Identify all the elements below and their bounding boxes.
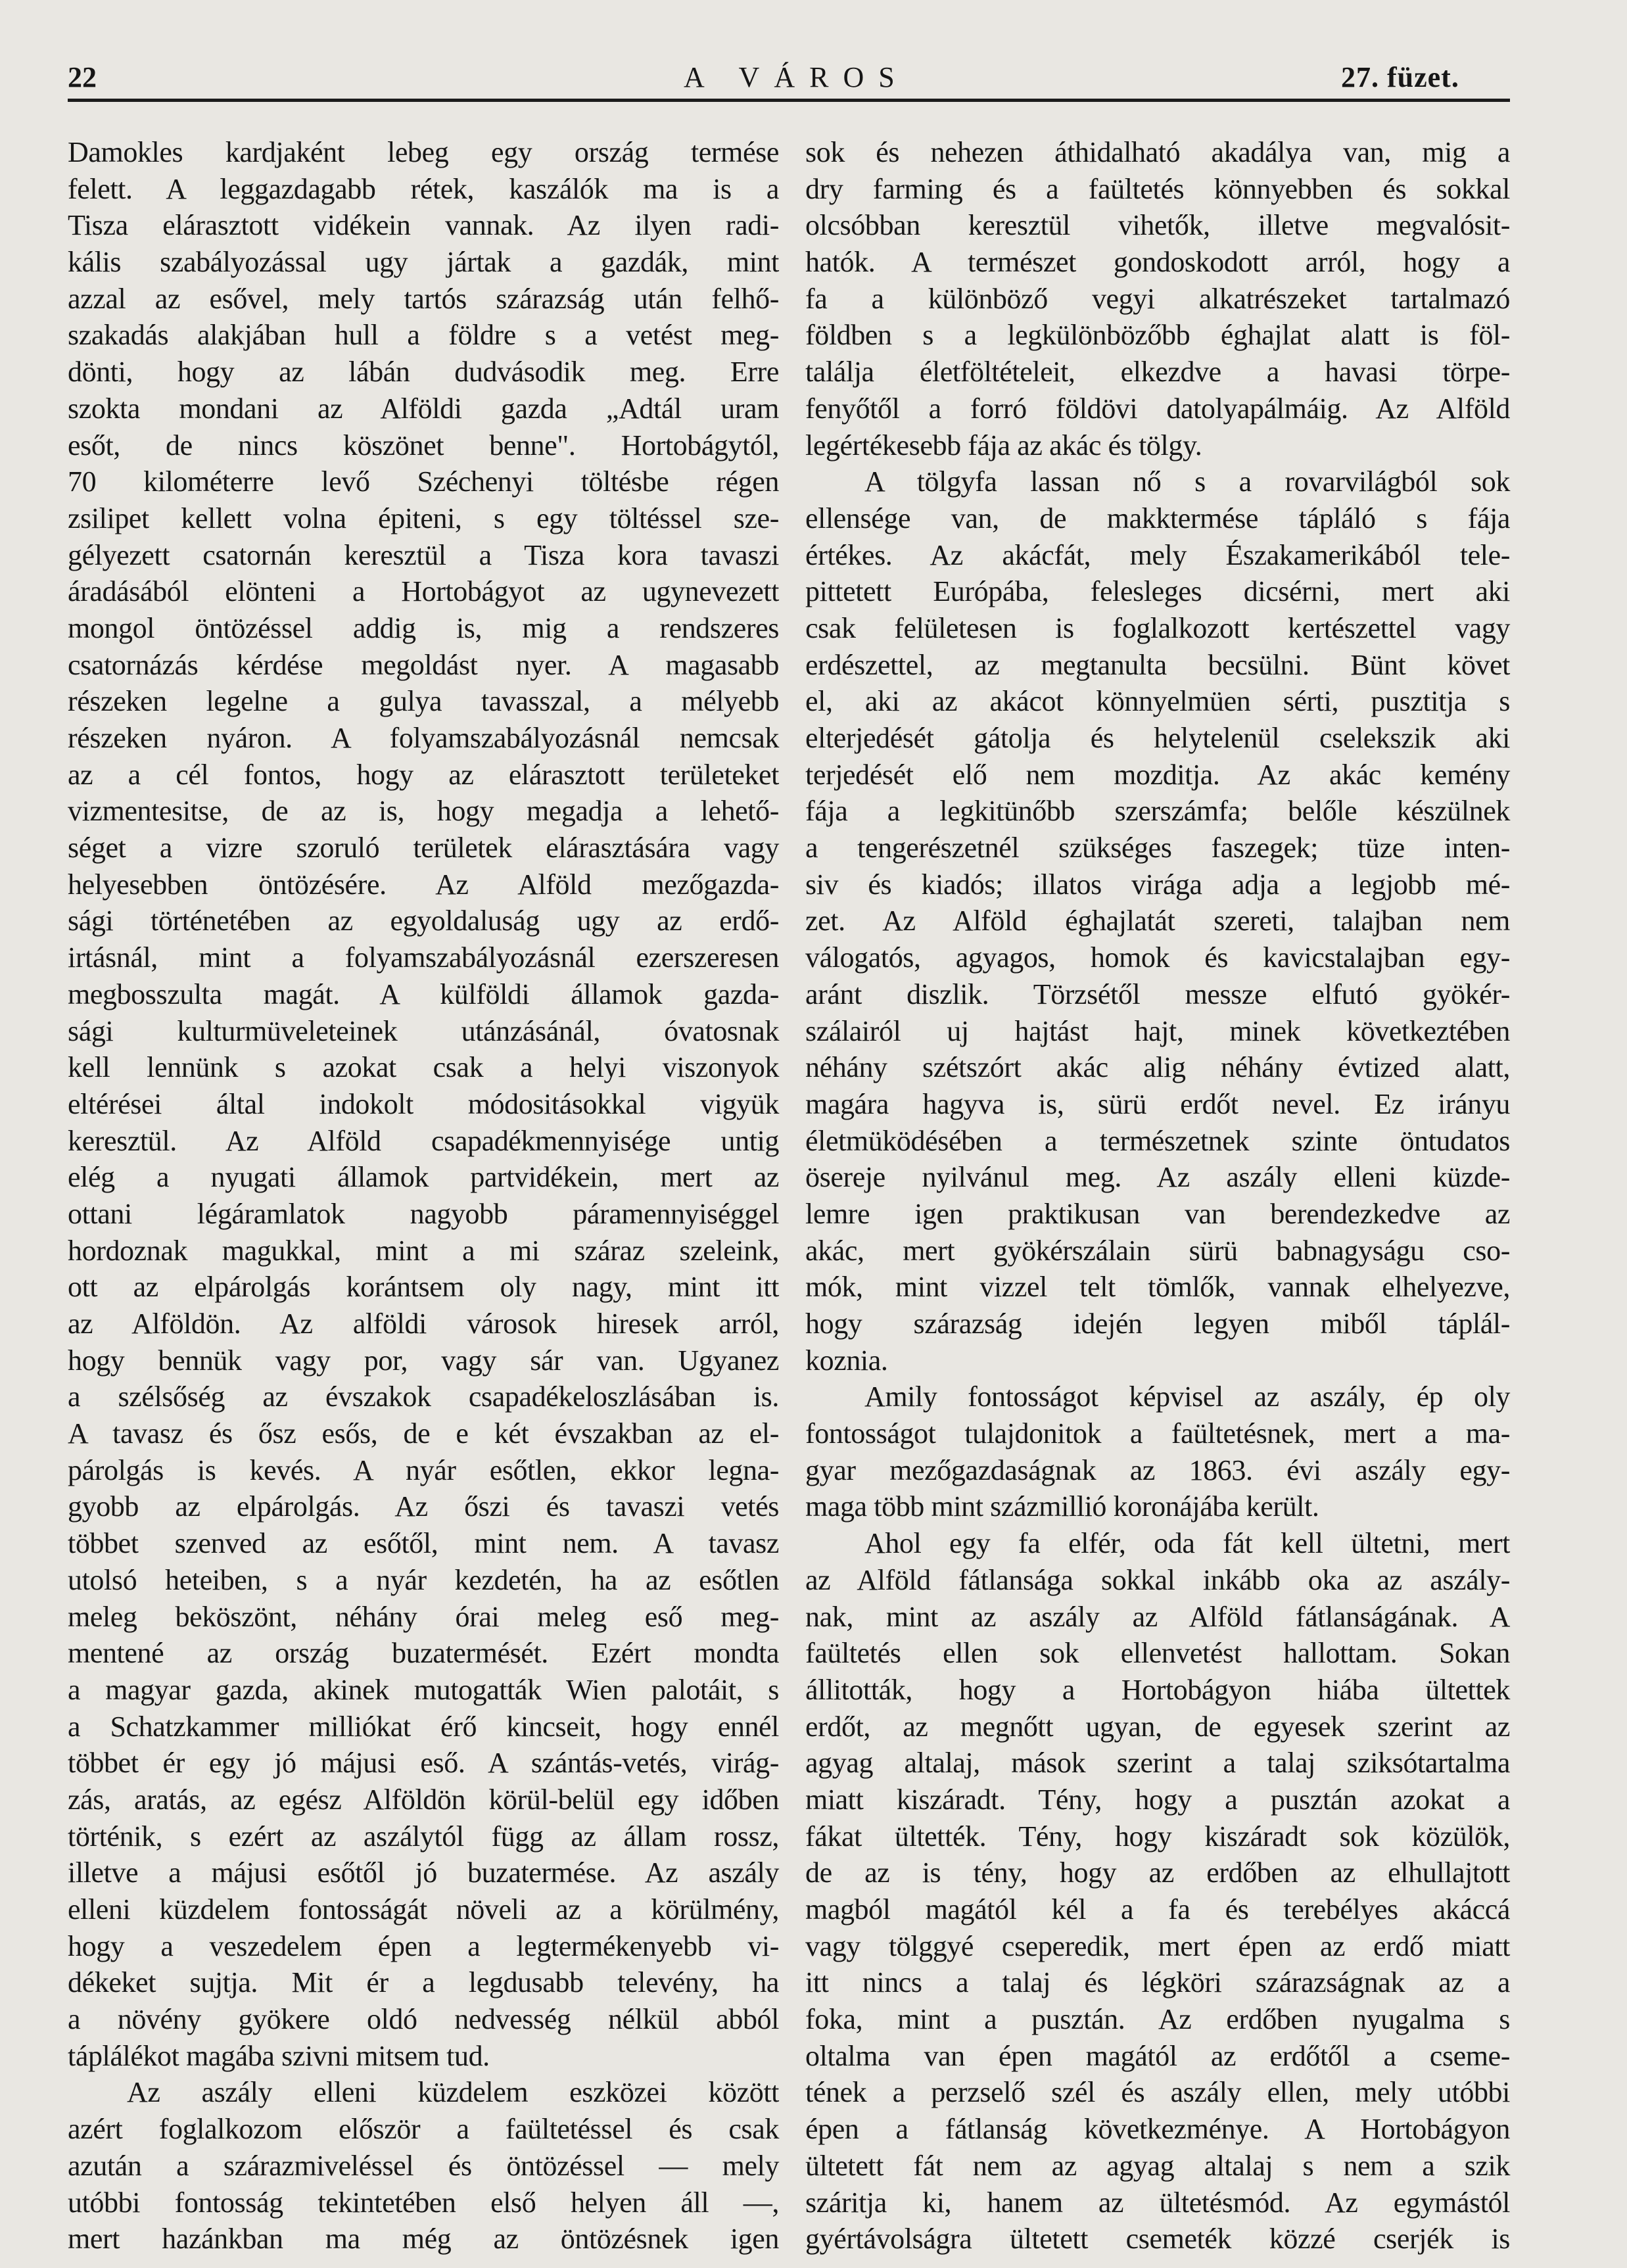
text-line: ott az elpárolgás korántsem oly nagy, mint itt	[68, 1271, 779, 1304]
text-column-right	[805, 134, 1510, 2257]
text-line: foka, mint a pusztán. Az erdőben nyugalma s	[805, 2003, 1510, 2036]
text-line: hatók. A természet gondoskodott arról, hogy a	[805, 246, 1510, 279]
text-line: az Alföld fátlansága sokkal inkább oka az aszály-	[805, 1563, 1510, 1596]
text-line: száritja ki, hanem az ültetésmód. Az egymástól	[805, 2186, 1510, 2219]
text-line: épen a fátlanság következménye. A Hortobágyon	[805, 2113, 1510, 2146]
text-line: néhány szétszórt akác alig néhány évtized alatt,	[805, 1051, 1510, 1084]
text-line: pittetett Európába, felesleges dicsérni, mert aki	[805, 575, 1510, 608]
text-line: elég a nyugati államok partvidékein, mert az	[68, 1161, 779, 1194]
text-line: elterjedését gátolja és helytelenül cselekszik aki	[805, 722, 1510, 754]
text-line: erdészettel, az megtanulta becsülni. Bünt követ	[805, 648, 1510, 681]
text-line: földben s a legkülönbözőbb éghajlat alatt is föl-	[805, 319, 1510, 352]
text-line: azzal az esővel, mely tartós szárazság után felhő-	[68, 282, 779, 315]
text-line: zet. Az Alföld éghajlatát szereti, talajban nem	[805, 905, 1510, 937]
text-line: részeken nyáron. A folyamszabályozásnál nemcsak	[68, 722, 779, 754]
text-line: többet ér egy jó májusi eső. A szántás-vetés, virág-	[68, 1747, 779, 1780]
text-line: A tölgyfa lassan nő s a rovarvilágból sok	[864, 465, 1510, 498]
text-line: hogy szárazság idején legyen miből táplál-	[805, 1308, 1510, 1340]
text-line: aránt diszlik. Törzsétől messze elfutó gyökér-	[805, 978, 1510, 1010]
text-line: többet szenved az esőtől, mint nem. A tavasz	[68, 1527, 779, 1560]
text-column-left	[68, 134, 779, 2257]
text-line: helyesebben öntözésére. Az Alföld mezőgazda-	[68, 868, 779, 901]
text-line: magára hagyva is, sürü erdőt nevel. Ez irányu	[805, 1087, 1510, 1120]
text-line: kális szabályozással ugy jártak a gazdák, mint	[68, 246, 779, 279]
text-line: gyar mezőgazdaságnak az 1863. évi aszály egy-	[805, 1453, 1510, 1486]
text-line: oltalma van épen magától az erdőtől a cseme-	[805, 2039, 1510, 2072]
text-line: ottani légáramlatok nagyobb páramennyiséggel	[68, 1197, 779, 1230]
page-number: 22	[68, 61, 97, 93]
text-line: de az is tény, hogy az erdőben az elhullajtott	[805, 1856, 1510, 1889]
text-line: az Alföldön. Az alföldi városok hiresek arról,	[68, 1308, 779, 1340]
text-line: életmüködésében a természetnek szinte öntudatos	[805, 1124, 1510, 1157]
text-line: illetve a májusi esőtől jó buzatermése. Az aszály	[68, 1856, 779, 1889]
text-line: táplálékot magába szivni mitsem tud.	[68, 2039, 490, 2072]
text-line: séget a vizre szoruló területek elárasztására vagy	[68, 832, 779, 864]
issue-number: 27. füzet.	[1341, 61, 1459, 93]
text-line: dönti, hogy az lábán dudvásodik meg. Erre	[68, 356, 779, 389]
text-line: koznia.	[805, 1344, 888, 1377]
text-line: ösereje nyilvánul meg. Az aszály elleni küzde-	[805, 1161, 1510, 1194]
text-line: Az aszály elleni küzdelem eszközei között	[127, 2076, 779, 2109]
text-line: zás, aratás, az egész Alföldön körül-belül egy időben	[68, 1783, 779, 1816]
text-line: A tavasz és ősz esős, de e két évszakban az el-	[68, 1417, 779, 1450]
text-line: szakadás alakjában hull a földre s a vetést meg-	[68, 319, 779, 352]
text-line: hogy a veszedelem épen a legtermékenyebb vi-	[68, 1929, 779, 1962]
text-line: ellensége van, de makktermése tápláló s fája	[805, 502, 1510, 534]
text-line: dékeket sujtja. Mit ér a legdusabb televény, ha	[68, 1966, 779, 1999]
text-line: történik, s ezért az aszálytól függ az állam rossz,	[68, 1820, 779, 1853]
text-line: esőt, de nincs köszönet benne". Hortobágytól,	[68, 429, 779, 461]
text-line: Tisza elárasztott vidékein vannak. Az ilyen radi-	[68, 209, 779, 242]
text-line: agyag altalaj, mások szerint a talaj sziksótartalma	[805, 1747, 1510, 1780]
text-line: elleni küzdelem fontosságát növeli az a körülmény,	[68, 1893, 779, 1925]
text-line: sági történetében az egyoldaluság ugy az erdő-	[68, 905, 779, 937]
text-line: legértékesebb fája az akác és tölgy.	[805, 429, 1202, 461]
text-line: el, aki az akácot könnyelmüen sérti, pusztitja s	[805, 685, 1510, 718]
text-line: itt nincs a talaj és légköri szárazságnak az a	[805, 1966, 1510, 1999]
text-line: maga több mint százmillió koronájába került.	[805, 1490, 1319, 1523]
text-line: a növény gyökere oldó nedvesség nélkül abból	[68, 2003, 779, 2036]
text-line: a szélsőség az évszakok csapadékeloszlásában is.	[68, 1381, 779, 1413]
text-line: gyértávolságra ültetett csemeték közzé cserjék is	[805, 2223, 1510, 2256]
text-line: hogy bennük vagy por, vagy sár van. Ugyanez	[68, 1344, 779, 1377]
text-line: fenyőtől a forró földövi datolyapálmáig. Az Alföld	[805, 392, 1510, 425]
text-line: részeken legelne a gulya tavasszal, a mélyebb	[68, 685, 779, 718]
text-line: csatornázás kérdése megoldást nyer. A magasabb	[68, 648, 779, 681]
text-line: meleg beköszönt, néhány órai meleg eső meg-	[68, 1600, 779, 1633]
text-line: magból magától kél a fa és terebélyes akáccá	[805, 1893, 1510, 1925]
text-line: utolsó heteiben, s a nyár kezdetén, ha az esőtlen	[68, 1563, 779, 1596]
text-line: állitották, hogy a Hortobágyon hiába ültettek	[805, 1673, 1510, 1706]
text-line: Damokles kardjaként lebeg egy ország termése	[68, 136, 779, 168]
text-line: mongol öntözéssel addig is, mig a rendszeres	[68, 611, 779, 644]
text-line: lemre igen praktikusan van berendezkedve az	[805, 1197, 1510, 1230]
running-title: A VÁROS	[684, 61, 909, 93]
text-line: párolgás is kevés. A nyár esőtlen, ekkor legna-	[68, 1453, 779, 1486]
text-line: gélyezett csatornán keresztül a Tisza kora tavaszi	[68, 538, 779, 571]
text-line: csak felületesen is foglalkozott kertészettel vagy	[805, 611, 1510, 644]
text-line: terjedését elő nem mozditja. Az akác kemény	[805, 758, 1510, 791]
text-line: vagy tölggyé cseperedik, mert épen az erdő miatt	[805, 1929, 1510, 1962]
text-line: miatt kiszáradt. Tény, hogy a pusztán azokat a	[805, 1783, 1510, 1816]
text-line: hordoznak magukkal, mint a mi száraz szeleink,	[68, 1234, 779, 1267]
text-line: kell lennünk s azokat csak a helyi viszonyok	[68, 1051, 779, 1084]
text-line: sági kulturmüveleteinek utánzásánál, óvatosnak	[68, 1014, 779, 1047]
text-line: eltérései által indokolt módositásokkal vigyük	[68, 1087, 779, 1120]
text-line: fa a különböző vegyi alkatrészeket tartalmazó	[805, 282, 1510, 315]
text-line: a Schatzkammer milliókat érő kincseit, hogy ennél	[68, 1710, 779, 1743]
text-line: vizmentesitse, de az is, hogy megadja a lehető-	[68, 795, 779, 828]
text-line: mentené az ország buzatermését. Ezért mondta	[68, 1637, 779, 1670]
text-line: válogatós, agyagos, homok és kavicstalajban egy-	[805, 941, 1510, 974]
text-line: fontosságot tulajdonitok a faültetésnek, mert a ma-	[805, 1417, 1510, 1450]
text-line: ültetett fát nem az agyag altalaj s nem a szik	[805, 2149, 1510, 2182]
text-line: akác, mert gyökérszálain sürü babnagyságu cso-	[805, 1234, 1510, 1267]
text-line: Ahol egy fa elfér, oda fát kell ültetni, mert	[864, 1527, 1510, 1560]
text-line: sok és nehezen áthidalható akadálya van, mig a	[805, 136, 1510, 168]
text-line: mók, mint vizzel telt tömlők, vannak elhelyezve,	[805, 1271, 1510, 1304]
text-line: tének a perzselő szél és aszály ellen, mely utóbbi	[805, 2076, 1510, 2109]
text-line: dry farming és a faültetés könnyebben és sokkal	[805, 172, 1510, 205]
text-line: zsilipet kellett volna épiteni, s egy töltéssel sze-	[68, 502, 779, 534]
text-line: megbosszulta magát. A külföldi államok gazda-	[68, 978, 779, 1010]
text-line: az a cél fontos, hogy az elárasztott területeket	[68, 758, 779, 791]
text-line: irtásnál, mint a folyamszabályozásnál ezerszeresen	[68, 941, 779, 974]
text-line: a tengerészetnél szükséges faszegek; tüze inten-	[805, 832, 1510, 864]
text-line: siv és kiadós; illatos virága adja a legjobb mé-	[805, 868, 1510, 901]
text-line: azután a szárazmiveléssel és öntözéssel — mely	[68, 2149, 779, 2182]
text-line: fája a legkitünőbb szerszámfa; belőle készülnek	[805, 795, 1510, 828]
text-line: azért foglalkozom először a faültetéssel és csak	[68, 2113, 779, 2146]
text-line: utóbbi fontosság tekintetében első helyen áll —,	[68, 2186, 779, 2219]
text-line: nak, mint az aszály az Alföld fátlanságának. A	[805, 1600, 1510, 1633]
text-line: 70 kilométerre levő Széchenyi töltésbe régen	[68, 465, 779, 498]
text-line: találja életföltételeit, elkezdve a havasi törpe-	[805, 356, 1510, 389]
text-line: Amily fontosságot képvisel az aszály, ép oly	[864, 1381, 1510, 1413]
text-line: gyobb az elpárolgás. Az őszi és tavaszi vetés	[68, 1490, 779, 1523]
text-line: erdőt, az megnőtt ugyan, de egyesek szerint az	[805, 1710, 1510, 1743]
text-line: szálairól uj hajtást hajt, minek következtében	[805, 1014, 1510, 1047]
text-line: mert hazánkban ma még az öntözésnek igen	[68, 2223, 779, 2256]
text-line: faültetés ellen sok ellenvetést hallottam. Sokan	[805, 1637, 1510, 1670]
header-rule	[68, 99, 1510, 102]
text-line: értékes. Az akácfát, mely Északamerikából tele-	[805, 538, 1510, 571]
text-line: felett. A leggazdagabb rétek, kaszálók ma is a	[68, 172, 779, 205]
text-line: szokta mondani az Alföldi gazda „Adtál uram	[68, 392, 779, 425]
text-line: fákat ültették. Tény, hogy kiszáradt sok közülök,	[805, 1820, 1510, 1853]
text-line: a magyar gazda, akinek mutogatták Wien palotáit, s	[68, 1673, 779, 1706]
text-line: olcsóbban keresztül vihetők, illetve megvalósit-	[805, 209, 1510, 242]
text-line: áradásából elönteni a Hortobágyot az ugynevezett	[68, 575, 779, 608]
text-line: keresztül. Az Alföld csapadékmennyisége untig	[68, 1124, 779, 1157]
